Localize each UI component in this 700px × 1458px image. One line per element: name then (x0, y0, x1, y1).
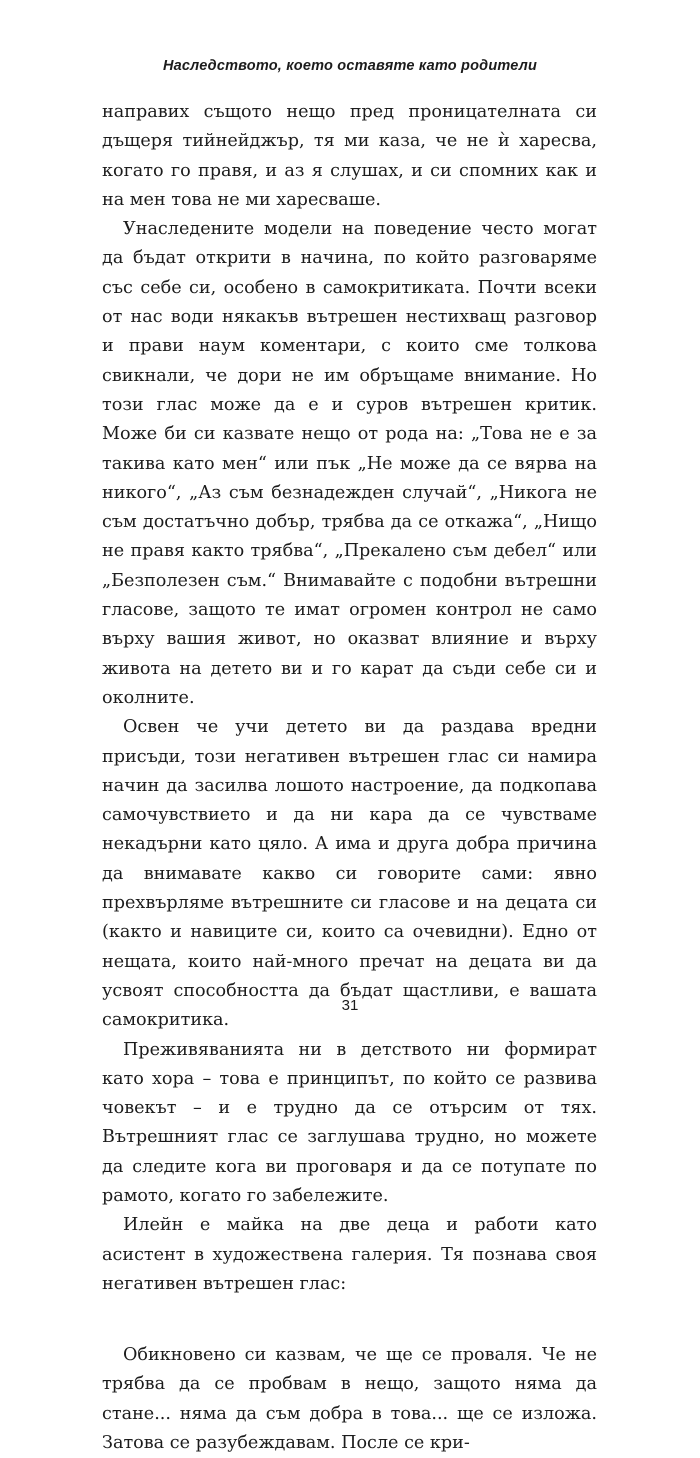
quote-block: Обикновено си казвам, че ще се проваля. Че не трябва да се пробвам в нещо, защото няма да стане... няма да съм добра в това... ще се изложа. Затова се разубеждавам. После се кри- (102, 1345, 597, 1454)
page-number: 31 (341, 997, 359, 1014)
paragraph-continuation: направих същото нещо пред проницателната си дъщеря тийнейджър, тя ми каза, че не ѝ харесва, когато го правя, и аз я слушах, и си спомних как и на мен това не ми харесваше. (102, 102, 597, 210)
paragraph-childhood-experiences: Преживяванията ни в детството ни формират като хора – това е принципът, по който се развива човекът – и е трудно да се отърсим от тях. Вътрешният глас се заглушава трудно, но можете да следите кога ви проговаря и да се потупате по рамото, когато го забележите. (102, 1039, 597, 1206)
running-header: Наследството, което оставяте като родители (162, 58, 538, 74)
paragraph-elaine-intro: Илейн е майка на две деца и работи като асистент в художествена галерия. Тя познава своя негативен вътрешен глас: (102, 1215, 597, 1294)
paragraph-negative-voice: Освен че учи детето ви да раздава вредни присъди, този негативен вътрешен глас си намира начин да засилва лошото настроение, да подкопава самочувствието и да ни кара да се чувстваме некадърни като цяло. А има и друга добра причина да внимавате какво си говорите сами: явно прехвърляме вътрешните си гласове и на децата си (както и навиците си, които са очевидни). Едно от нещата, които най-много пречат на децата ви да усвоят способността да бъдат щастливи, е вашата самокритика. (102, 717, 597, 1031)
body-text (102, 98, 597, 1458)
paragraph-inherited-patterns: Унаследените модели на поведение често могат да бъдат открити в начина, по който разговаряме със себе си, особено в самокритиката. Почти всеки от нас води някакъв вътрешен нестихващ разговор и прави наум коментари, с които сме толкова свикнали, че дори не им обръщаме внимание. Но този глас може да е и суров вътрешен критик. Може би си казвате нещо от рода на: „Това не е за такива като мен“ или пък „Не може да се вярва на никого“, „Аз съм безнадежден случай“, „Никога не съм достатъчно добър, трябва да се откажа“, „Нищо не правя както трябва“, „Прекалено съм дебел“ или „Безполезен съм.“ Внимавайте с подобни вътрешни гласове, защото те имат огромен контрол не само върху вашия живот, но оказват влияние и върху живота на детето ви и го карат да съди себе си и околните. (102, 219, 597, 708)
